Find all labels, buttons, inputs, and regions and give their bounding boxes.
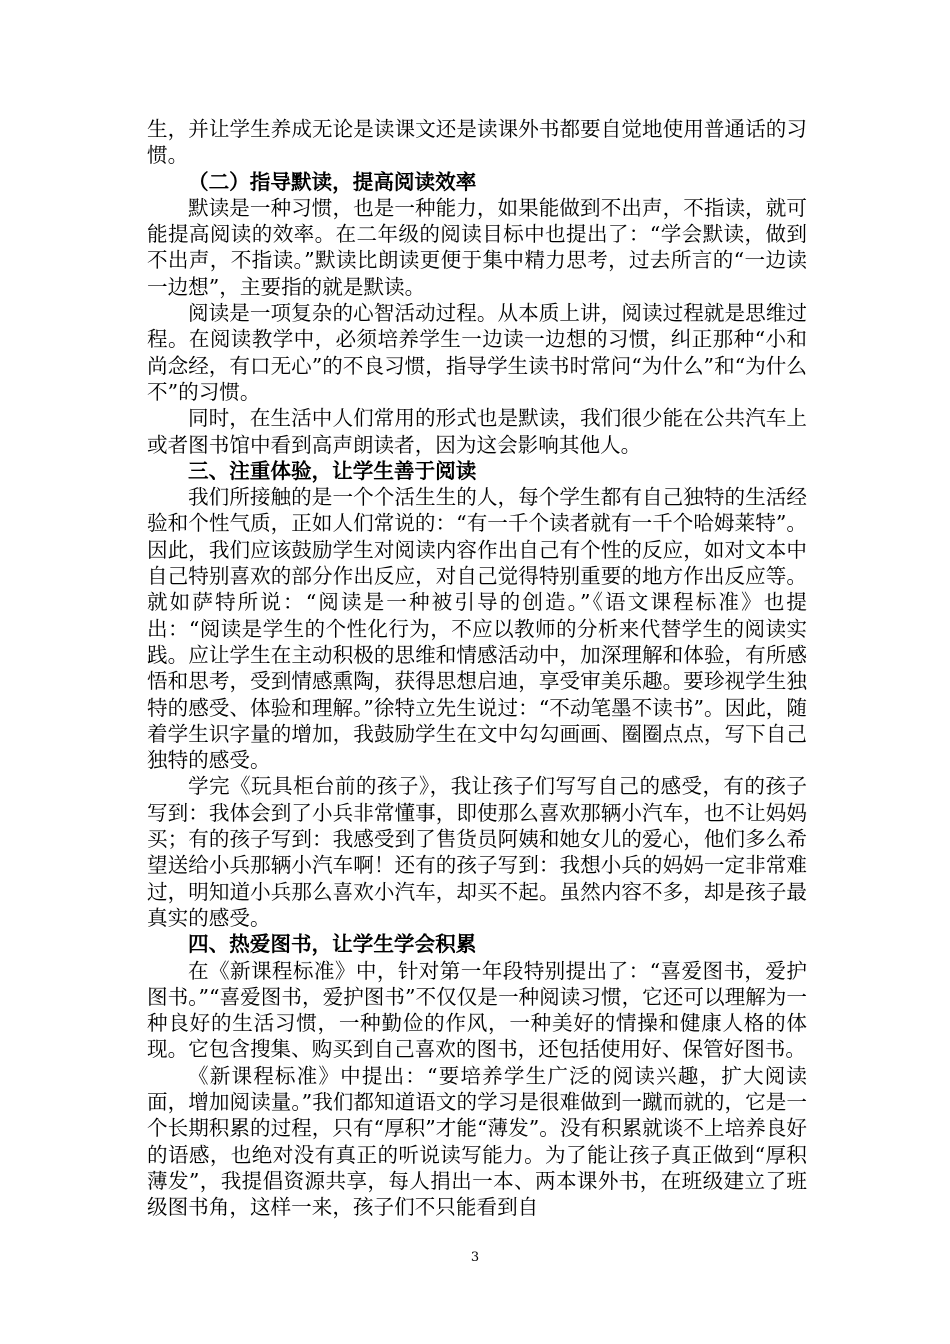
paragraph: 我们所接触的是一个个活生生的人，每个学生都有自己独特的生活经验和个性气质，正如人们常说的：“有一千个读者就有一千个哈姆莱特”。因此，我们应该鼓励学生对阅读内容作出自己有个性的反应，如对文本中自己特别喜欢的部分作出反应，对自己觉得特别重要的地方作出反应等。就如萨特所说：“阅读是一种被引导的创造。”《语文课程标准》也提出：“阅读是学生的个性化行为，不应以教师的分析来代替学生的阅读实践。应让学生在主动积极的思维和情感活动中，加深理解和体验，有所感悟和思考，受到情感熏陶，获得思想启迪，享受审美乐趣。要珍视学生独特的感受、体验和理解。”徐特立先生说过：“不动笔墨不读书”。因此，随着学生识字量的增加，我鼓励学生在文中勾勾画画、圈圈点点，写下自己独特的感受。 [147, 485, 807, 773]
paragraph: 《新课程标准》中提出：“要培养学生广泛的阅读兴趣，扩大阅读面，增加阅读量。”我们都知道语文的学习是很难做到一蹴而就的，它是一个长期积累的过程，只有“厚积”才能“薄发”。没有积累就谈不上培养良好的语感，也绝对没有真正的听说读写能力。为了能让孩子真正做到“厚积薄发”，我提倡资源共享，每人捐出一本、两本课外书，在班级建立了班级图书角，这样一来，孩子们不只能看到自 [147, 1063, 807, 1220]
paragraph: 阅读是一项复杂的心智活动过程。从本质上讲，阅读过程就是思维过程。在阅读教学中，必须培养学生一边读一边想的习惯，纠正那种“小和尚念经，有口无心”的不良习惯，指导学生读书时常问“为什么”和“为什么不”的习惯。 [147, 301, 807, 404]
paragraph: 在《新课程标准》中，针对第一年段特别提出了：“喜爱图书，爱护图书。”“喜爱图书，爱护图书”不仅仅是一种阅读习惯，它还可以理解为一种良好的生活习惯，一种勤俭的作风，一种美好的情操和健康人格的体现。它包含搜集、购买到自己喜欢的图书，还包括使用好、保管好图书。 [147, 958, 807, 1062]
section-heading-guide-silent-reading: （二）指导默读，提高阅读效率 [188, 169, 477, 194]
page-number: 3 [470, 1250, 480, 1265]
paragraph: 学完《玩具柜台前的孩子》，我让孩子们写写自己的感受，有的孩子写到：我体会到了小兵非常懂事，即使那么喜欢那辆小汽车，也不让妈妈买；有的孩子写到：我感受到了售货员阿姨和她女儿的爱心，他们多么希望送给小兵那辆小汽车啊！还有的孩子写到：我想小兵的妈妈一定非常难过，明知道小兵那么喜欢小汽车，却买不起。虽然内容不多，却是孩子最真实的感受。 [147, 774, 807, 930]
section-heading-love-books: 四、热爱图书，让学生学会积累 [188, 932, 477, 957]
section-heading-experience: 三、注重体验，让学生善于阅读 [188, 458, 477, 483]
paragraph: 默读是一种习惯，也是一种能力，如果能做到不出声，不指读，就可能提高阅读的效率。在二年级的阅读目标中也提出了：“学会默读，做到不出声，不指读。”默读比朗读更便于集中精力思考，过去所言的“一边读一边想”，主要指的就是默读。 [147, 195, 807, 299]
paragraph-continuation: 生，并让学生养成无论是读课文还是读课外书都要自觉地使用普通话的习惯。 [147, 117, 807, 168]
document-body [147, 116, 807, 1220]
paragraph: 同时，在生活中人们常用的形式也是默读，我们很少能在公共汽车上或者图书馆中看到高声朗读者，因为这会影响其他人。 [147, 406, 807, 457]
